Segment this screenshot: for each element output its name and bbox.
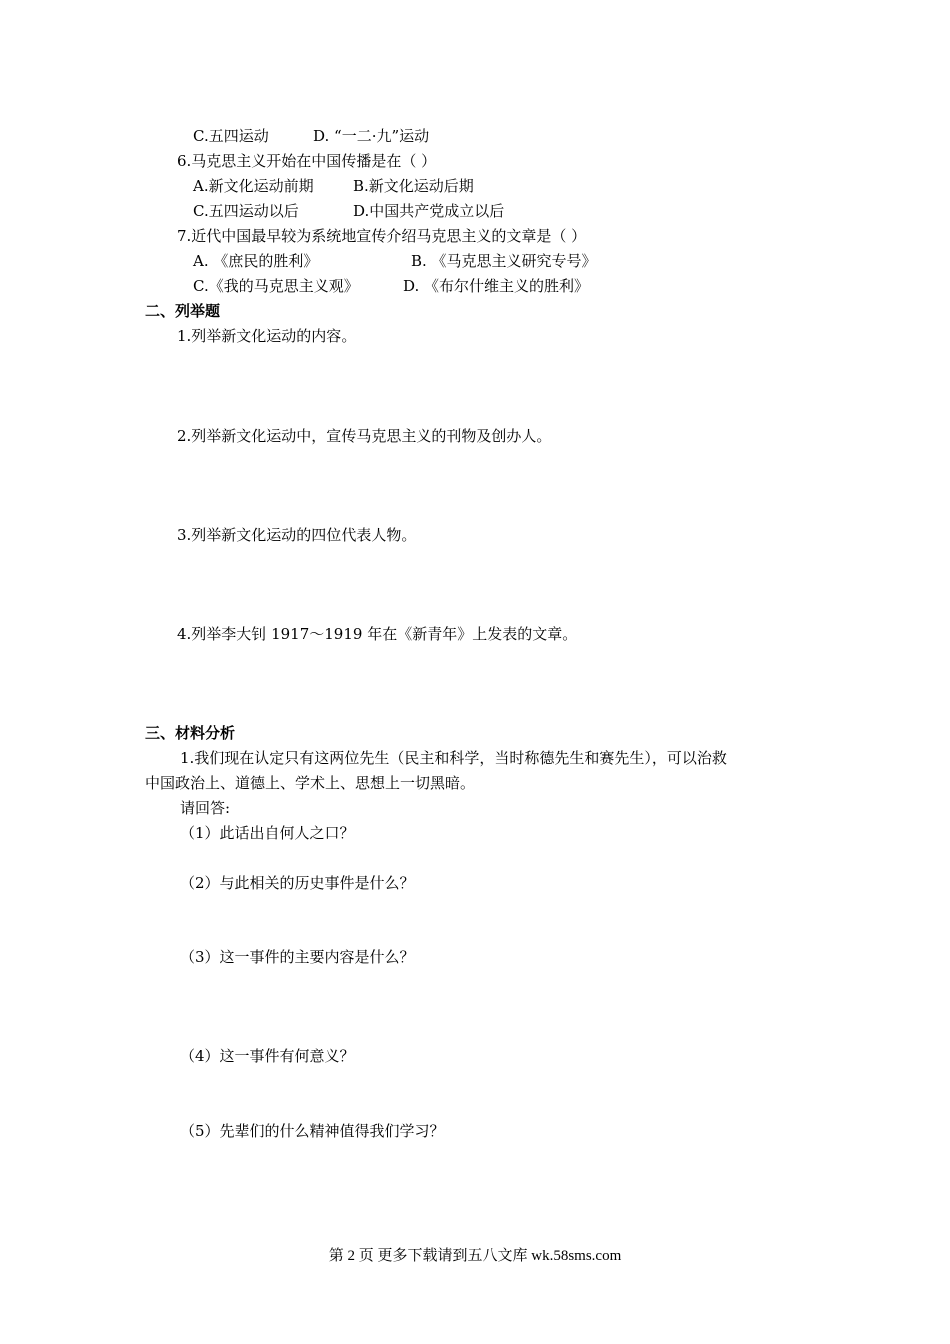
list-item: 1.列举新文化运动的内容。 bbox=[177, 327, 357, 345]
sub-question: （5）先辈们的什么精神值得我们学习？ bbox=[180, 1122, 445, 1140]
q6-option-b: B.新文化运动后期 bbox=[353, 177, 474, 195]
answer-prompt: 请回答: bbox=[180, 799, 231, 817]
q5-option-c: C.五四运动 bbox=[193, 127, 269, 145]
list-item: 4.列举李大钊 1917～1919 年在《新青年》上发表的文章。 bbox=[177, 625, 578, 643]
sub-question: （4）这一事件有何意义？ bbox=[180, 1047, 355, 1065]
q6-option-a: A.新文化运动前期 bbox=[193, 177, 314, 195]
material-text-line1: 1.我们现在认定只有这两位先生（民主和科学，当时称德先生和赛先生），可以治救 bbox=[180, 749, 727, 767]
q7-stem: 7.近代中国最早较为系统地宣传介绍马克思主义的文章是（ ） bbox=[177, 227, 587, 245]
q7-option-d: D. 《布尔什维主义的胜利》 bbox=[403, 277, 590, 295]
q6-stem: 6.马克思主义开始在中国传播是在（ ） bbox=[177, 152, 437, 170]
list-item: 2.列举新文化运动中，宣传马克思主义的刊物及创办人。 bbox=[177, 427, 552, 445]
sub-question: （3）这一事件的主要内容是什么？ bbox=[180, 948, 415, 966]
q7-option-a: A. 《庶民的胜利》 bbox=[193, 252, 319, 270]
q7-option-b: B. 《马克思主义研究专号》 bbox=[411, 252, 597, 270]
material-text-line2: 中国政治上、道德上、学术上、思想上一切黑暗。 bbox=[145, 774, 476, 792]
q5-option-d: D. “一二·九”运动 bbox=[313, 127, 430, 145]
q6-option-c: C.五四运动以后 bbox=[193, 202, 299, 220]
sub-question: （2）与此相关的历史事件是什么？ bbox=[180, 874, 415, 892]
page-footer: 第 2 页 更多下载请到五八文库 wk.58sms.com bbox=[328, 1248, 622, 1264]
list-item: 3.列举新文化运动的四位代表人物。 bbox=[177, 526, 417, 544]
sub-question: （1）此话出自何人之口？ bbox=[180, 824, 355, 842]
section3-heading: 三、材料分析 bbox=[145, 724, 236, 742]
q6-option-d: D.中国共产党成立以后 bbox=[353, 202, 505, 220]
q7-option-c: C.《我的马克思主义观》 bbox=[193, 277, 359, 295]
section2-heading: 二、列举题 bbox=[145, 302, 221, 320]
